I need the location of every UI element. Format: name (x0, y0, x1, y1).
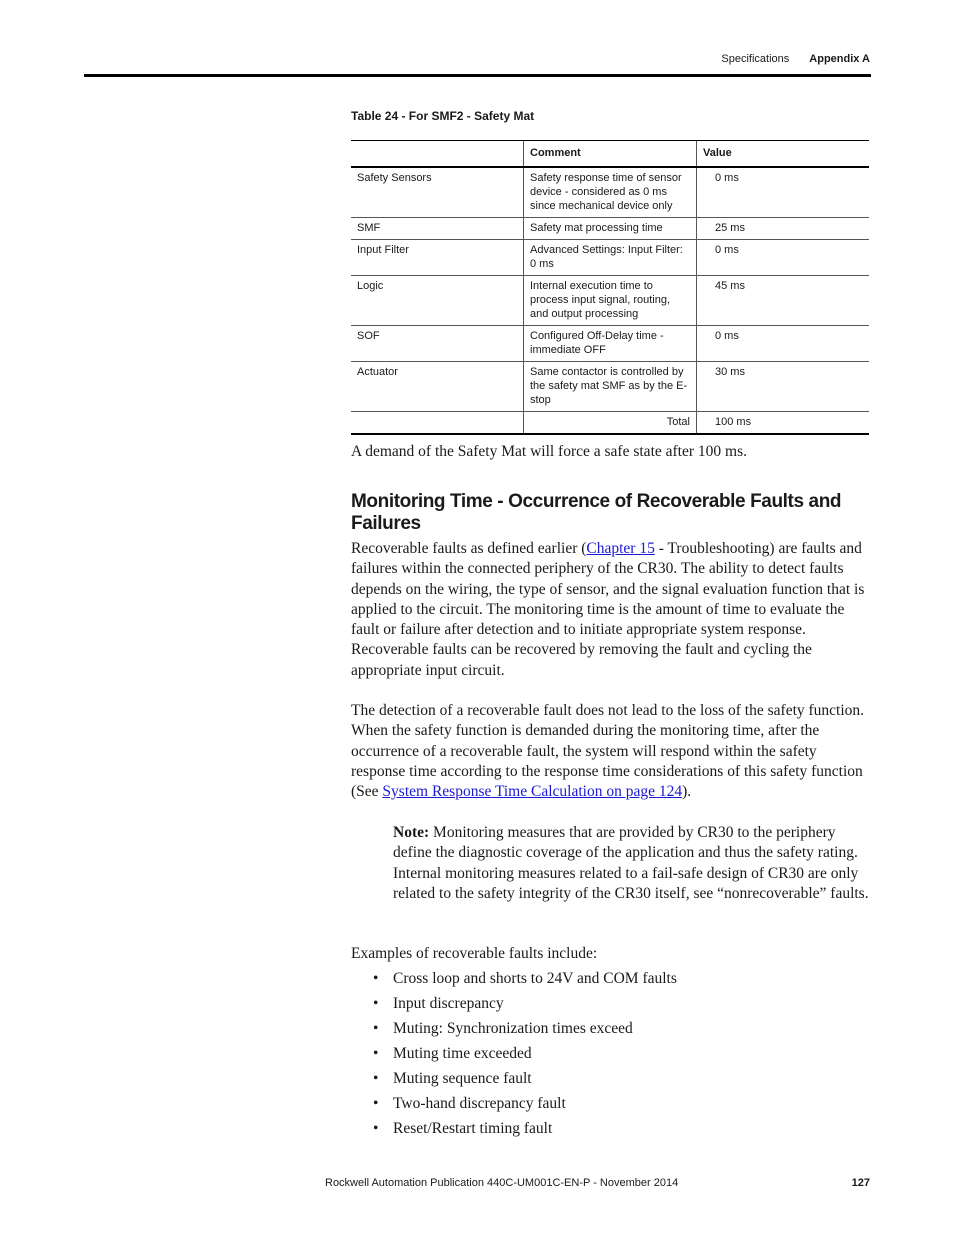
examples-intro: Examples of recoverable faults include: (351, 945, 598, 962)
list-item (351, 1018, 677, 1043)
header-section-label: Appendix A (809, 53, 870, 65)
row-name: Logic (351, 276, 524, 326)
total-row-empty (351, 412, 524, 435)
row-value: 0 ms (697, 240, 870, 276)
footer-publication: Rockwell Automation Publication 440C-UM001C-EN-P - November 2014 (325, 1177, 679, 1189)
table-total-row (351, 412, 869, 435)
table-caption: Table 24 - For SMF2 - Safety Mat (351, 109, 535, 123)
section-title: Monitoring Time - Occurrence of Recoverable Faults and Failures (351, 491, 842, 534)
row-comment: Same contactor is controlled by the safety mat SMF as by the E-stop (524, 362, 697, 412)
list-item-text: Cross loop and shorts to 24V and COM faults (393, 970, 677, 987)
table-header-row (351, 141, 869, 168)
row-comment: Internal execution time to process input signal, routing, and output processing (524, 276, 697, 326)
list-item (351, 1118, 677, 1143)
bullet-icon: • (373, 1095, 379, 1112)
table-row (351, 218, 869, 240)
list-item-text: Reset/Restart timing fault (393, 1120, 553, 1137)
system-response-time-link[interactable]: System Response Time Calculation on page 124 (382, 783, 683, 801)
total-label: Total (524, 412, 697, 435)
list-item-text: Input discrepancy (393, 995, 504, 1012)
row-name: Safety Sensors (351, 167, 524, 218)
bullet-icon: • (373, 995, 379, 1012)
bullet-icon: • (373, 970, 379, 987)
list-item-text: Muting: Synchronization times exceed (393, 1020, 633, 1037)
para2-text-before: Recoverable faults as defined earlier ( (351, 540, 587, 557)
safety-mat-table (351, 140, 869, 435)
header-chapter-label: Specifications (721, 53, 790, 65)
detection-paragraph (351, 701, 871, 802)
row-comment: Safety mat processing time (524, 218, 697, 240)
row-name: Input Filter (351, 240, 524, 276)
list-item (351, 1043, 677, 1068)
para3-text-after: ). (682, 783, 692, 801)
row-value: 0 ms (697, 167, 870, 218)
header-rule (84, 74, 871, 77)
note-text: Monitoring measures that are provided by CR30 to the periphery define the diagnostic coverage of the application and thus the safety rating. Internal monitoring measures related to a fail-safe design of CR30 are only related to the safety integrity of the CR30 itself, see “nonrecoverable” faults. (393, 824, 869, 902)
table-row (351, 326, 869, 362)
row-name: SMF (351, 218, 524, 240)
row-value: 25 ms (697, 218, 870, 240)
list-item-text: Two-hand discrepancy fault (393, 1095, 566, 1112)
row-value: 0 ms (697, 326, 870, 362)
row-value: 45 ms (697, 276, 870, 326)
row-value: 30 ms (697, 362, 870, 412)
list-item-text: Muting time exceeded (393, 1045, 532, 1062)
row-comment: Safety response time of sensor device - considered as 0 ms since mechanical device only (524, 167, 697, 218)
table-row (351, 276, 869, 326)
safety-mat-summary: A demand of the Safety Mat will force a safe state after 100 ms. (351, 443, 747, 460)
chapter-15-link[interactable]: Chapter 15 (586, 540, 655, 557)
row-comment: Configured Off-Delay time - immediate OFF (524, 326, 697, 362)
list-item-text: Muting sequence fault (393, 1070, 532, 1087)
page-header (721, 53, 870, 65)
total-value: 100 ms (697, 412, 870, 435)
table-header-comment: Comment (524, 141, 697, 168)
row-name: SOF (351, 326, 524, 362)
row-comment: Advanced Settings: Input Filter: 0 ms (524, 240, 697, 276)
list-item (351, 993, 677, 1018)
bullet-icon: • (373, 1120, 379, 1137)
row-name: Actuator (351, 362, 524, 412)
table-row (351, 167, 869, 218)
recoverable-faults-paragraph (351, 539, 871, 681)
list-item (351, 1093, 677, 1118)
para2-text-after: - Troubleshooting) are faults and failures within the connected periphery of the CR30. The ability to detect faults depends on the wiring, the type of sensor, and the signal evaluation function that is applied to the circuit. The monitoring time is the amount of time to evaluate the fault or failure after detection and to initiate appropriate system response. Recoverable faults can be recovered by removing the fault and cycling the appropriate input circuit. (351, 540, 865, 679)
note-block (393, 823, 873, 904)
recoverable-faults-list (351, 968, 677, 1143)
footer-page-number: 127 (851, 1177, 870, 1189)
para3-text-before: The detection of a recoverable fault does not lead to the loss of the safety function. When the safety function is demanded during the monitoring time, after the occurrence of a recoverable fault, the system will respond within the safety response time according to the response time considerations of this safety function (See (351, 702, 865, 801)
note-label: Note: (393, 824, 430, 841)
list-item (351, 1068, 677, 1093)
table-row (351, 362, 869, 412)
list-item (351, 968, 677, 993)
bullet-icon: • (373, 1020, 379, 1037)
bullet-icon: • (373, 1045, 379, 1062)
table-header-value: Value (697, 141, 870, 168)
table-header-name (351, 141, 524, 168)
table-row (351, 240, 869, 276)
bullet-icon: • (373, 1070, 379, 1087)
